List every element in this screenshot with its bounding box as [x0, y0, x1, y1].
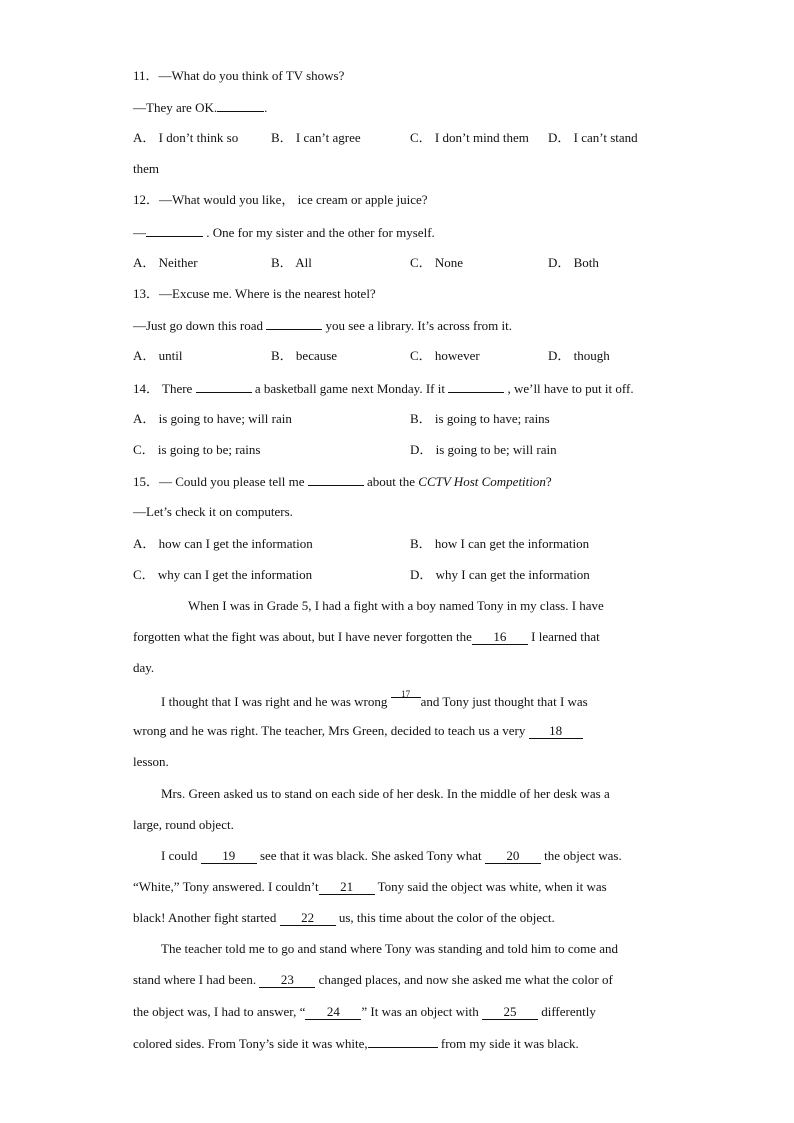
passage-p4-line1: [161, 848, 622, 864]
cloze-blank-22: 22: [280, 911, 336, 926]
passage-p1-line2: [133, 629, 600, 645]
passage-p4-text-b: see that it was black. She asked Tony what: [256, 848, 485, 863]
q11-stem: 11．—What do you think of TV shows?: [133, 68, 345, 83]
q12-option-b[interactable]: B． All: [271, 255, 312, 270]
passage-p2-line3: lesson.: [133, 754, 169, 769]
q15-option-c[interactable]: C． why can I get the information: [133, 567, 313, 582]
q13-option-b[interactable]: B． because: [271, 348, 338, 363]
cloze-blank-24: 24: [305, 1005, 361, 1020]
passage-p2-text-2: wrong and he was right. The teacher, Mrs Green, decided to teach us a very: [133, 723, 529, 738]
passage-p4-text-c: the object was.: [540, 848, 622, 863]
q14-option-a[interactable]: A． is going to have; will rain: [133, 411, 292, 426]
passage-p4-line3: [133, 910, 555, 926]
passage-p1-line1: When I was in Grade 5, I had a fight with a boy named Tony in my class. I have: [188, 598, 604, 613]
cloze-blank-17: [391, 689, 421, 706]
passage-p5-text-d: ” It was an object with: [361, 1004, 482, 1019]
q14-blank-1: [196, 380, 252, 393]
q15-stem-middle: about the: [363, 474, 419, 489]
q12-response-text: . One for my sister and the other for myself.: [203, 225, 435, 240]
cloze-blank-20: 20: [485, 849, 541, 864]
q14-stem-end: , we’ll have to put it off.: [504, 381, 634, 396]
passage-p2-line1: [161, 689, 588, 710]
passage-p2-text: I thought that I was right and he was wrong: [161, 694, 391, 709]
cloze-blank-18: 18: [529, 724, 583, 739]
passage-p5-text-a: stand where I had been.: [133, 972, 260, 987]
cloze-blank-19: 19: [201, 849, 257, 864]
q12-response-dash: —: [133, 225, 146, 240]
q15-stem-title: CCTV Host Competition: [418, 474, 546, 489]
passage-p4-text-d: “White,” Tony answered. I couldn’t: [133, 879, 319, 894]
q15-stem-start: 15．— Could you please tell me: [133, 474, 308, 489]
q11-option-a[interactable]: A． I don’t think so: [133, 130, 239, 145]
q13-stem: 13．—Excuse me. Where is the nearest hotel?: [133, 286, 376, 301]
q15-stem: [133, 473, 552, 490]
q12-option-d[interactable]: D． Both: [548, 255, 599, 270]
q11-option-c[interactable]: C． I don’t mind them: [410, 130, 529, 145]
q11-response-end: .: [264, 100, 268, 115]
q11-option-d[interactable]: D． I can’t stand: [548, 130, 638, 145]
passage-p5-text-c: the object was, I had to answer, “: [133, 1004, 306, 1019]
cloze-blank-16: 16: [472, 630, 528, 645]
q15-option-b[interactable]: B． how I can get the information: [410, 536, 590, 551]
q13-response-text: —Just go down this road: [133, 318, 267, 333]
cloze-blank-21: 21: [319, 880, 375, 895]
q11-option-d-wrap: them: [133, 161, 159, 176]
q11-response-text: —They are OK.: [133, 100, 218, 115]
q14-stem: [133, 380, 634, 397]
q14-blank-2: [448, 380, 504, 393]
q14-stem-start: 14． There: [133, 381, 196, 396]
q11-response: [133, 99, 267, 116]
q12-option-c[interactable]: C． None: [410, 255, 464, 270]
q14-option-d[interactable]: D． is going to be; will rain: [410, 442, 557, 457]
passage-p5-text-e: differently: [537, 1004, 596, 1019]
cloze-blank-23: 23: [259, 973, 315, 988]
passage-p2-text-end: and Tony just thought that I was: [420, 694, 588, 709]
q15-answer-blank: [308, 473, 364, 486]
passage-p5-line3: [133, 1004, 596, 1020]
cloze-blank-17-number: 17: [401, 689, 411, 699]
passage-p3-line2: large, round object.: [133, 817, 234, 832]
q13-option-c[interactable]: C． however: [410, 348, 480, 363]
cloze-blank-26: [368, 1035, 438, 1048]
passage-p4-text-g: us, this time about the color of the object.: [335, 910, 555, 925]
passage-p4-text-a: I could: [161, 848, 201, 863]
q14-option-b[interactable]: B． is going to have; rains: [410, 411, 550, 426]
passage-p5-text-g: from my side it was black.: [437, 1036, 579, 1051]
passage-p4-text-f: black! Another fight started: [133, 910, 280, 925]
passage-p1-text-end: I learned that: [527, 629, 600, 644]
q13-answer-blank: [266, 317, 322, 330]
passage-p4-line2: [133, 879, 607, 895]
q13-option-a[interactable]: A． until: [133, 348, 183, 363]
passage-p5-line2: [133, 972, 613, 988]
passage-p3-line1: Mrs. Green asked us to stand on each side of her desk. In the middle of her desk was a: [161, 786, 610, 801]
q12-answer-blank: [146, 224, 203, 237]
q13-response: [133, 317, 512, 334]
passage-p2-line2: [133, 723, 583, 739]
q11-option-b[interactable]: B． I can’t agree: [271, 130, 361, 145]
q13-option-d[interactable]: D． though: [548, 348, 610, 363]
q13-response-end: you see a library. It’s across from it.: [322, 318, 513, 333]
passage-p5-line4: [133, 1035, 579, 1052]
passage-p1-line3: day.: [133, 660, 155, 675]
q14-option-c[interactable]: C． is going to be; rains: [133, 442, 261, 457]
q12-stem: 12．—What would you like， ice cream or apple juice?: [133, 192, 428, 207]
q15-option-a[interactable]: A． how can I get the information: [133, 536, 313, 551]
q12-option-a[interactable]: A． Neither: [133, 255, 198, 270]
q15-option-d[interactable]: D． why I can get the information: [410, 567, 590, 582]
q12-response: [133, 224, 435, 241]
passage-p1-text: forgotten what the fight was about, but I have never forgotten the: [133, 629, 472, 644]
passage-p5-line1: The teacher told me to go and stand where Tony was standing and told him to come and: [161, 941, 618, 956]
passage-p5-text-f: colored sides. From Tony’s side it was white,: [133, 1036, 368, 1051]
passage-p5-text-b: changed places, and now she asked me what the color of: [315, 972, 613, 987]
q11-answer-blank: [217, 99, 264, 112]
q15-response: —Let’s check it on computers.: [133, 504, 293, 519]
passage-p4-text-e: Tony said the object was white, when it was: [374, 879, 607, 894]
cloze-blank-25: 25: [482, 1005, 538, 1020]
q15-stem-end: ?: [545, 474, 552, 489]
q14-stem-middle: a basketball game next Monday. If it: [251, 381, 449, 396]
